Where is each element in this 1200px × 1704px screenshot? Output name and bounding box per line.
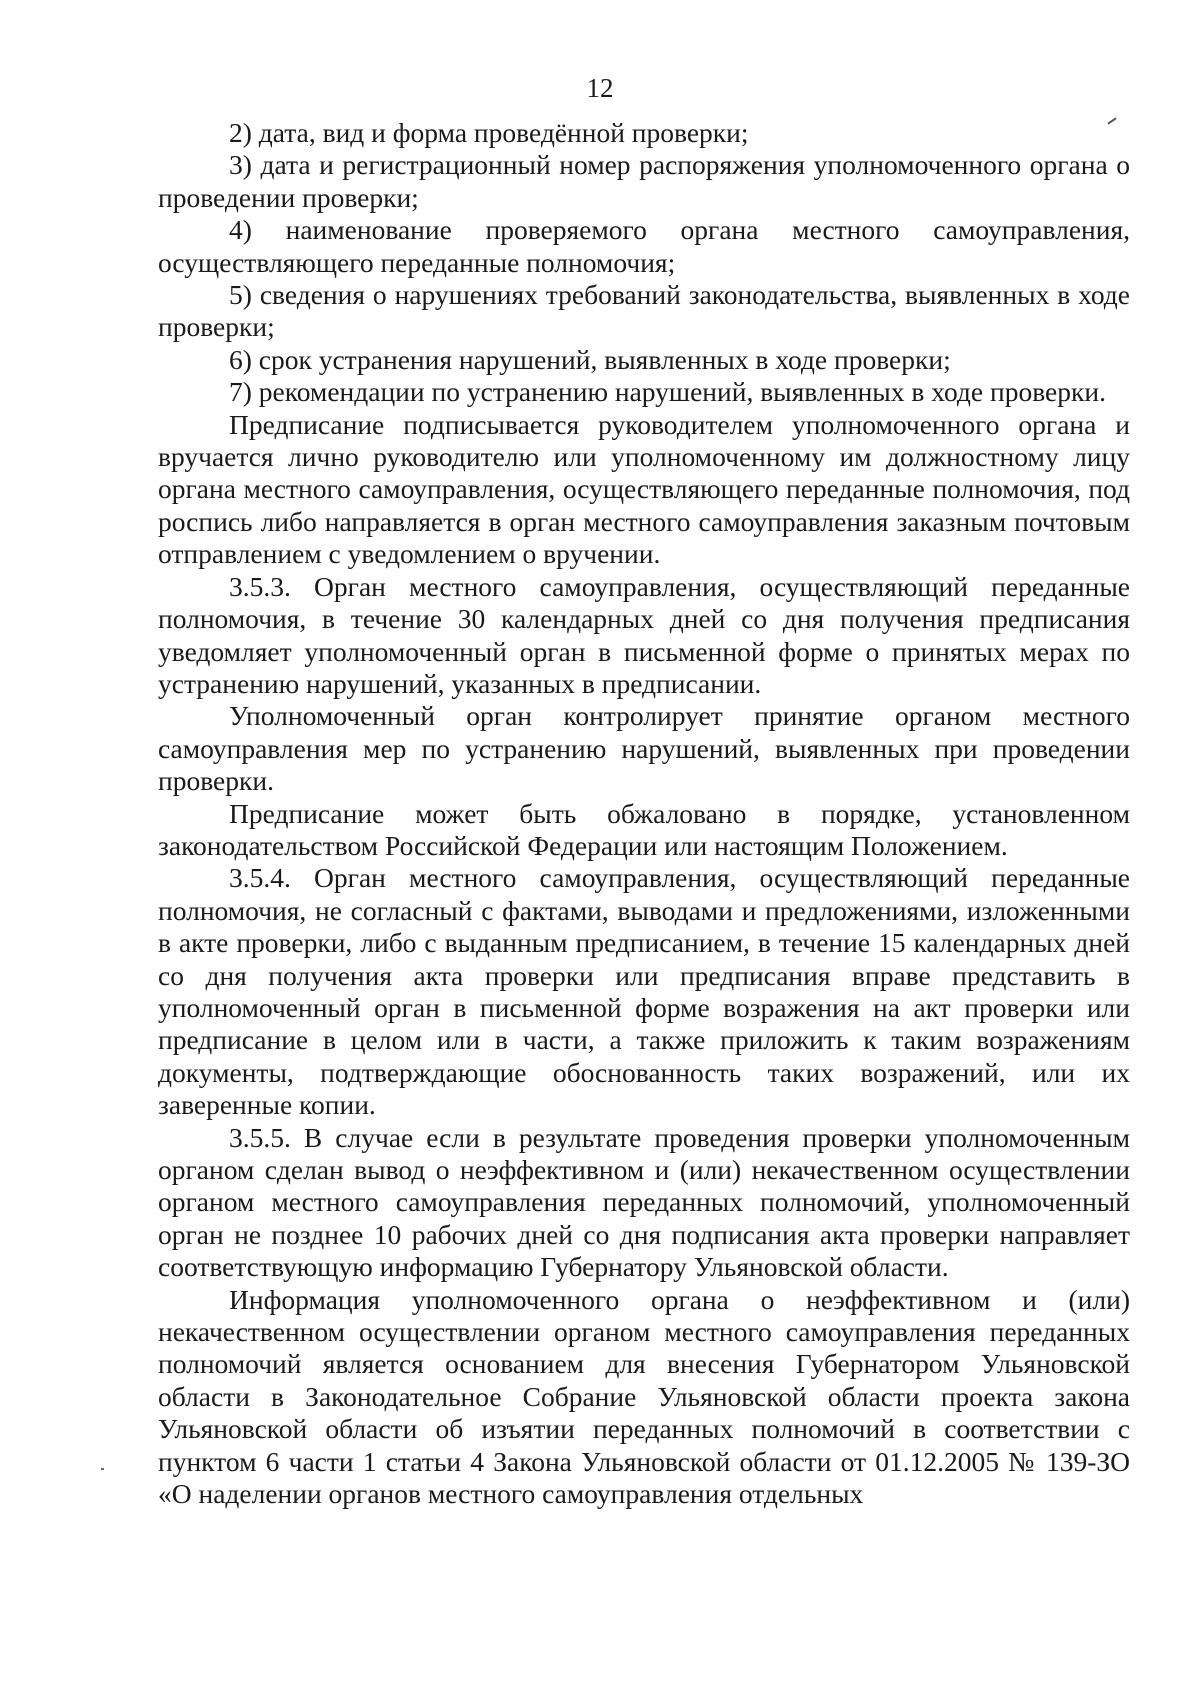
list-item-7: 7) рекомендации по устранению нарушений, выявленных в ходе проверки.: [229, 376, 1106, 408]
paragraph-3-5-5: 3.5.5. В случае если в результате проведения проверки уполномоченным органом сделан вывод о неэффективном и (или) некачественном осуществлении органом местного самоуправления переданных полномочий, уполномоченный орган не позднее 10 рабочих дней со дня подписания акта проверки направляет соответствующую информацию Губернатору Ульяновской области.: [158, 1121, 1130, 1283]
paragraph-information: Информация уполномоченного органа о неэффективном и (или) некачественном осуществлении органом местного самоуправления переданных полномочий является основанием для внесения Губернатором Ульяновской области в Законодательное Собрание Ульяновской области проекта закона Ульяновской области об изъятии переданных полномочий в соответствии с пунктом 6 части 1 статьи 4 Закона Ульяновской области от 01.12.2005 № 139-ЗО «О наделении органов местного самоуправления отдельных: [158, 1283, 1130, 1510]
list-item-6: 6) срок устранения нарушений, выявленных в ходе проверки;: [229, 343, 951, 375]
paragraph-appeal: Предписание может быть обжаловано в порядке, установленном законодательством Российской Федерации или настоящим Положением.: [158, 797, 1130, 861]
list-item-3: 3) дата и регистрационный номер распоряжения уполномоченного органа о проведении проверки;: [158, 149, 1130, 213]
paragraph-3-5-4: 3.5.4. Орган местного самоуправления, осуществляющий переданные полномочия, не согласный с фактами, выводами и предложениями, изложенными в акте проверки, либо с выданным предписанием, в течение 15 календарных дней со дня получения акта проверки или предписания вправе представить в уполномоченный орган в письменной форме возражения на акт проверки или предписание в целом или в части, а также приложить к таким возражениям документы, подтверждающие обоснованность таких возражений, или их заверенные копии.: [158, 862, 1130, 1121]
paragraph-3-5-3: 3.5.3. Орган местного самоуправления, осуществляющий переданные полномочия, в течение 30 календарных дней со дня получения предписания уведомляет уполномоченный орган в письменной форме о принятых мерах по устранению нарушений, указанных в предписании.: [158, 570, 1130, 699]
paragraph-control: Уполномоченный орган контролирует принятие органом местного самоуправления мер по устранению нарушений, выявленных при проведении проверки.: [158, 700, 1130, 797]
list-item-2: 2) дата, вид и форма проведённой проверки;: [229, 117, 749, 148]
scan-dot: [101, 1468, 104, 1470]
list-item-4: 4) наименование проверяемого органа местного самоуправления, осуществляющего переданные полномочия;: [158, 214, 1130, 278]
paragraph-prescription-signing: Предписание подписывается руководителем уполномоченного органа и вручается лично руководителю или уполномоченному им должностному лицу органа местного самоуправления, осуществляющего переданные полномочия, под роспись либо направляется в орган местного самоуправления заказным почтовым отправлением с уведомлением о вручении.: [158, 408, 1130, 570]
document-body: [158, 117, 1130, 1510]
list-item-5: 5) сведения о нарушениях требований законодательства, выявленных в ходе проверки;: [158, 279, 1130, 343]
page-number: 12: [586, 73, 614, 103]
